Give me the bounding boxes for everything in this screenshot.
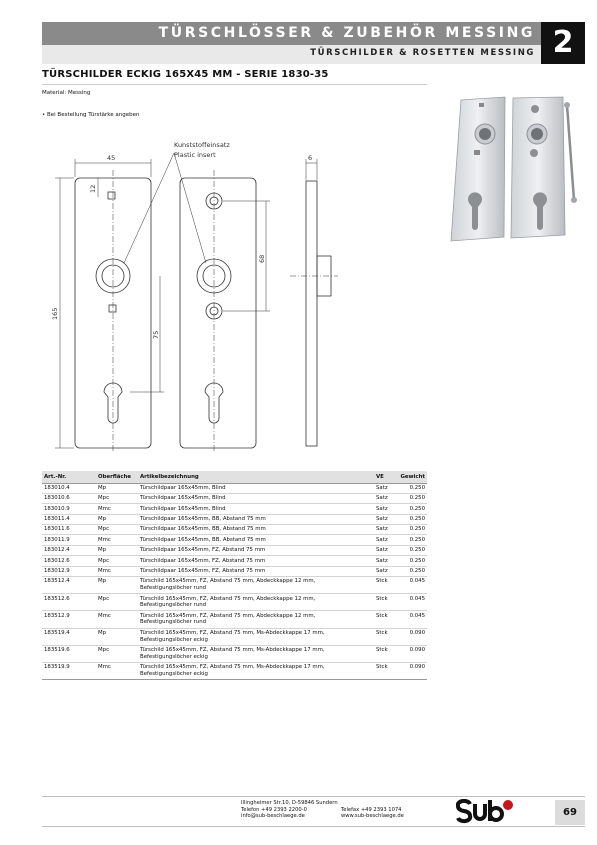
material-note: Material: Messing (42, 90, 91, 96)
desc-line: Türschildpaar 165x45mm, Blind (140, 505, 226, 512)
header-subband (42, 45, 541, 64)
footer-address (241, 800, 404, 820)
cell-weight: 0.250 (398, 556, 427, 566)
cell-desc (138, 514, 374, 524)
desc-line: Türschild 165x45mm, FZ, Abstand 75 mm, Ms-Abdeckkappe 17 mm, (140, 629, 325, 636)
cell-ve: Satz (374, 514, 398, 524)
desc-line: Befestigungslöcher eckig (140, 653, 208, 660)
cell-ve: Stck (374, 645, 398, 662)
cell-surface: Mpc (96, 594, 138, 611)
cell-weight: 0.250 (398, 535, 427, 545)
cell-ve: Stck (374, 611, 398, 628)
cell-art: 183010.6 (42, 493, 96, 503)
cell-desc (138, 645, 374, 662)
dim-thickness-label: 6 (308, 154, 313, 162)
cell-ve: Satz (374, 483, 398, 493)
table-row (42, 628, 427, 645)
col-header-art: Art.-Nr. (42, 471, 96, 483)
dim-width-label: 45 (107, 154, 116, 162)
desc-line: Türschildpaar 165x45mm, Blind (140, 484, 226, 491)
cell-ve: Satz (374, 504, 398, 514)
left-rosette-outer (96, 259, 130, 293)
cell-ve: Stck (374, 577, 398, 594)
cell-weight: 0.250 (398, 504, 427, 514)
cell-ve: Satz (374, 545, 398, 555)
right-plate-outline (180, 178, 256, 448)
cell-surface: Mpc (96, 556, 138, 566)
desc-line: Befestigungslöcher rund (140, 602, 207, 609)
cell-weight: 0.090 (398, 662, 427, 679)
chapter-number: 2 (541, 22, 585, 64)
cell-art: 183011.4 (42, 514, 96, 524)
cell-art: 183519.9 (42, 662, 96, 679)
cell-desc (138, 577, 374, 594)
dim-12-label: 12 (89, 184, 97, 193)
table-row (42, 514, 427, 524)
cell-weight: 0.250 (398, 514, 427, 524)
cell-surface: Mp (96, 545, 138, 555)
dim-165-label: 165 (51, 307, 59, 320)
desc-line: Türschildpaar 165x45mm, FZ, Abstand 75 mm (140, 567, 266, 574)
article-table (42, 471, 427, 680)
cell-surface: Mp (96, 577, 138, 594)
cell-weight: 0.250 (398, 566, 427, 576)
cell-surface: Mpc (96, 525, 138, 535)
table-row (42, 493, 427, 503)
cell-art: 183519.6 (42, 645, 96, 662)
desc-line: Türschildpaar 165x45mm, Blind (140, 495, 226, 502)
cell-weight: 0.250 (398, 483, 427, 493)
cell-art: 183011.9 (42, 535, 96, 545)
footer-street: Illingheimer Str.10, D-59846 Sundern (241, 800, 338, 806)
col-header-desc: Artikelbezeichnung (138, 471, 374, 483)
cell-desc (138, 493, 374, 503)
cell-art: 183512.6 (42, 594, 96, 611)
table-row (42, 577, 427, 594)
footer-phone: Telefon +49 2393 2200-0 (241, 806, 307, 813)
cell-ve: Satz (374, 525, 398, 535)
dim-68-label: 68 (258, 254, 266, 263)
cell-desc (138, 628, 374, 645)
table-row (42, 566, 427, 576)
cell-desc (138, 483, 374, 493)
cell-art: 183010.4 (42, 483, 96, 493)
table-row (42, 545, 427, 555)
table-row (42, 662, 427, 679)
cell-surface: Mmc (96, 566, 138, 576)
cell-surface: Mmc (96, 504, 138, 514)
cell-art: 183011.6 (42, 525, 96, 535)
cell-weight: 0.090 (398, 628, 427, 645)
catalog-subsection-title: TÜRSCHILDER & ROSETTEN MESSING (310, 48, 535, 58)
desc-line: Türschild 165x45mm, FZ, Abstand 75 mm, Abdeckkappe 12 mm, (140, 578, 316, 585)
cell-desc (138, 504, 374, 514)
cell-surface: Mp (96, 514, 138, 524)
product-photo (441, 95, 581, 245)
divider (42, 84, 427, 85)
desc-line: Türschildpaar 165x45mm, BB, Abstand 75 mm (140, 536, 266, 543)
desc-line: Befestigungslöcher eckig (140, 671, 208, 678)
table-row (42, 483, 427, 493)
cell-ve: Satz (374, 535, 398, 545)
cell-weight: 0.045 (398, 577, 427, 594)
desc-line: Türschild 165x45mm, FZ, Abstand 75 mm, Abdeckkappe 12 mm, (140, 595, 316, 602)
cell-art: 183512.4 (42, 577, 96, 594)
cell-weight: 0.250 (398, 525, 427, 535)
desc-line: Türschildpaar 165x45mm, FZ, Abstand 75 mm (140, 557, 266, 564)
technical-drawing (40, 135, 340, 455)
col-header-ve: VE (374, 471, 398, 483)
cell-art: 183519.4 (42, 628, 96, 645)
footer-web: www.sub-beschlaege.de (341, 813, 404, 820)
table-row (42, 525, 427, 535)
table-row (42, 556, 427, 566)
cell-desc (138, 545, 374, 555)
header-band (42, 22, 541, 45)
cell-desc (138, 594, 374, 611)
left-bottom-square-hole (109, 305, 116, 312)
cell-desc (138, 662, 374, 679)
desc-line: Türschild 165x45mm, FZ, Abstand 75 mm, Ms-Abdeckkappe 17 mm, (140, 647, 325, 654)
desc-line: Befestigungslöcher rund (140, 619, 207, 626)
cell-weight: 0.250 (398, 493, 427, 503)
cell-desc (138, 556, 374, 566)
table-row (42, 535, 427, 545)
cell-surface: Mp (96, 483, 138, 493)
cell-art: 183010.9 (42, 504, 96, 514)
cell-surface: Mmc (96, 611, 138, 628)
desc-line: Türschildpaar 165x45mm, BB, Abstand 75 mm (140, 515, 266, 522)
footer-email: info@sub-beschlaege.de (241, 813, 305, 820)
catalog-section-title: TÜRSCHLÖSSER & ZUBEHÖR MESSING (158, 25, 535, 41)
order-note: • Bei Bestellung Türstärke angeben (42, 112, 140, 118)
cell-weight: 0.090 (398, 645, 427, 662)
table-row (42, 504, 427, 514)
cell-surface: Mpc (96, 493, 138, 503)
cell-surface: Mmc (96, 535, 138, 545)
footer-divider (42, 796, 585, 797)
cell-weight: 0.250 (398, 545, 427, 555)
company-logo (456, 799, 514, 825)
insert-label-de: Kunststoffeinsatz (174, 141, 230, 149)
desc-line: Türschild 165x45mm, FZ, Abstand 75 mm, Abdeckkappe 12 mm, (140, 612, 316, 619)
cell-art: 183012.9 (42, 566, 96, 576)
cell-art: 183512.9 (42, 611, 96, 628)
cell-art: 183012.4 (42, 545, 96, 555)
desc-line: Befestigungslöcher rund (140, 585, 207, 592)
footer-bottom-rule (42, 826, 585, 827)
footer-fax: Telefax +49 2393 1074 (341, 806, 402, 813)
desc-line: Türschildpaar 165x45mm, FZ, Abstand 75 mm (140, 547, 266, 554)
dim-75-label: 75 (152, 330, 160, 339)
cell-desc (138, 525, 374, 535)
left-top-square-hole (108, 192, 115, 199)
cell-desc (138, 566, 374, 576)
cell-ve: Stck (374, 594, 398, 611)
col-header-surface: Oberfläche (96, 471, 138, 483)
col-header-weight: Gewicht (398, 471, 427, 483)
table-header-row (42, 471, 427, 483)
cell-ve: Satz (374, 556, 398, 566)
table-row (42, 611, 427, 628)
table-row (42, 594, 427, 611)
cell-weight: 0.045 (398, 594, 427, 611)
cell-ve: Satz (374, 493, 398, 503)
right-rosette-outer (197, 259, 231, 293)
page-number: 69 (555, 800, 585, 825)
cell-ve: Stck (374, 662, 398, 679)
page-title: TÜRSCHILDER ECKIG 165X45 MM - SERIE 1830-35 (42, 69, 329, 80)
cell-art: 183012.6 (42, 556, 96, 566)
cell-surface: Mmc (96, 662, 138, 679)
desc-line: Türschild 165x45mm, FZ, Abstand 75 mm, Ms-Abdeckkappe 17 mm, (140, 664, 325, 671)
cell-weight: 0.045 (398, 611, 427, 628)
cell-surface: Mpc (96, 645, 138, 662)
cell-desc (138, 535, 374, 545)
side-view-plate (306, 181, 317, 446)
table-row (42, 645, 427, 662)
insert-label-en: Plastic insert (174, 151, 216, 159)
cell-ve: Stck (374, 628, 398, 645)
desc-line: Türschildpaar 165x45mm, BB, Abstand 75 mm (140, 526, 266, 533)
cell-surface: Mp (96, 628, 138, 645)
cell-desc (138, 611, 374, 628)
cell-ve: Satz (374, 566, 398, 576)
desc-line: Befestigungslöcher eckig (140, 636, 208, 643)
